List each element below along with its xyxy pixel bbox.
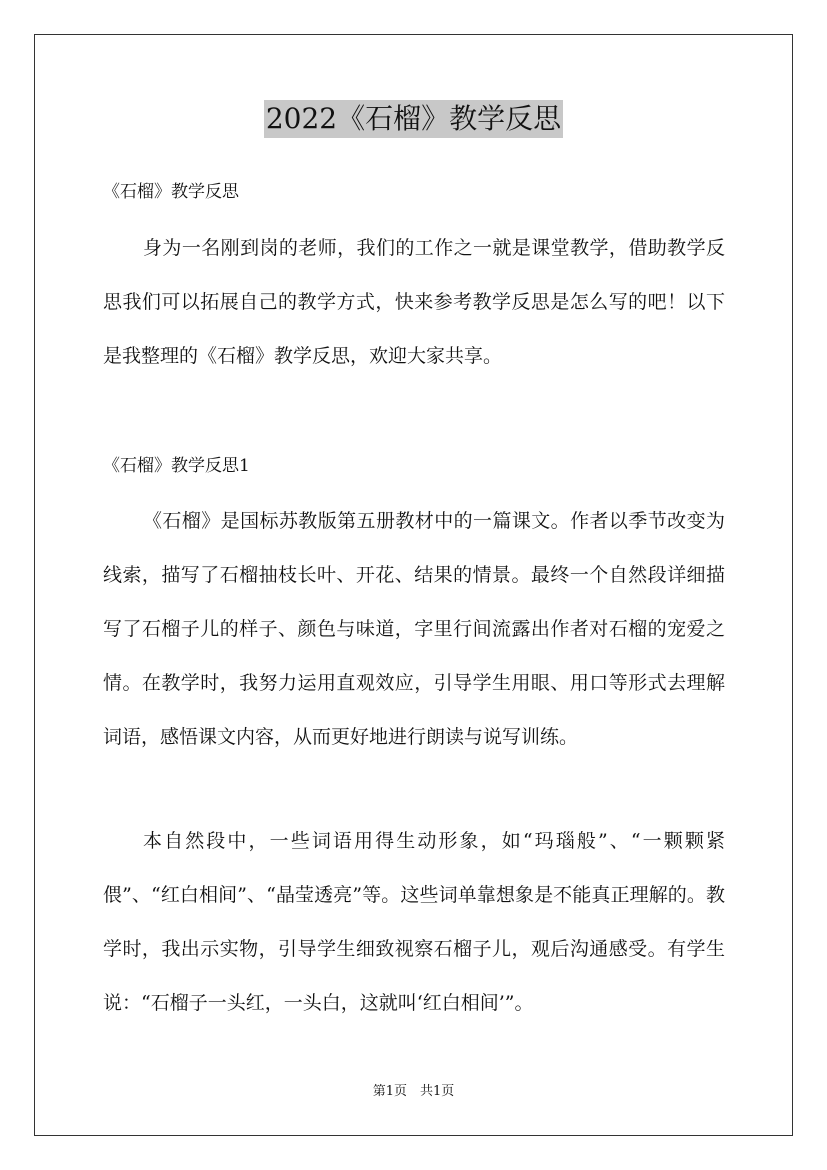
page-footer: 第1页 共1页 [372,1084,455,1099]
title-container [0,100,827,138]
body-paragraph-1: 《石榴》是国标苏教版第五册教材中的一篇课文。作者以季节改变为线索，描写了石榴抽枝长叶、开花、结果的情景。最终一个自然段详细描写了石榴子儿的样子、颜色与味道，字里行间流露出作者对石榴的宠爱之情。在教学时，我努力运用直观效应，引导学生用眼、用口等形式去理解词语，感悟课文内容，从而更好地进行朗读与说写训练。 [103,510,725,748]
body-paragraph-2: 本自然段中，一些词语用得生动形象，如“玛瑙般”、“一颗颗紧偎”、“红白相间”、“晶莹透亮”等。这些词单靠想象是不能真正理解的。教学时，我出示实物，引导学生细致视察石榴子儿，观后沟通感受。有学生说：“石榴子一头红，一头白，这就叫‘红白相间’”。 [103,830,725,1014]
section-heading: 《石榴》教学反思1 [103,456,250,476]
document-subtitle: 《石榴》教学反思 [103,182,239,202]
document-title: 2022《石榴》教学反思 [264,100,563,138]
intro-paragraph: 身为一名刚到岗的老师，我们的工作之一就是课堂教学，借助教学反思我们可以拓展自己的教学方式，快来参考教学反思是怎么写的吧！以下是我整理的《石榴》教学反思，欢迎大家共享。 [103,237,725,367]
